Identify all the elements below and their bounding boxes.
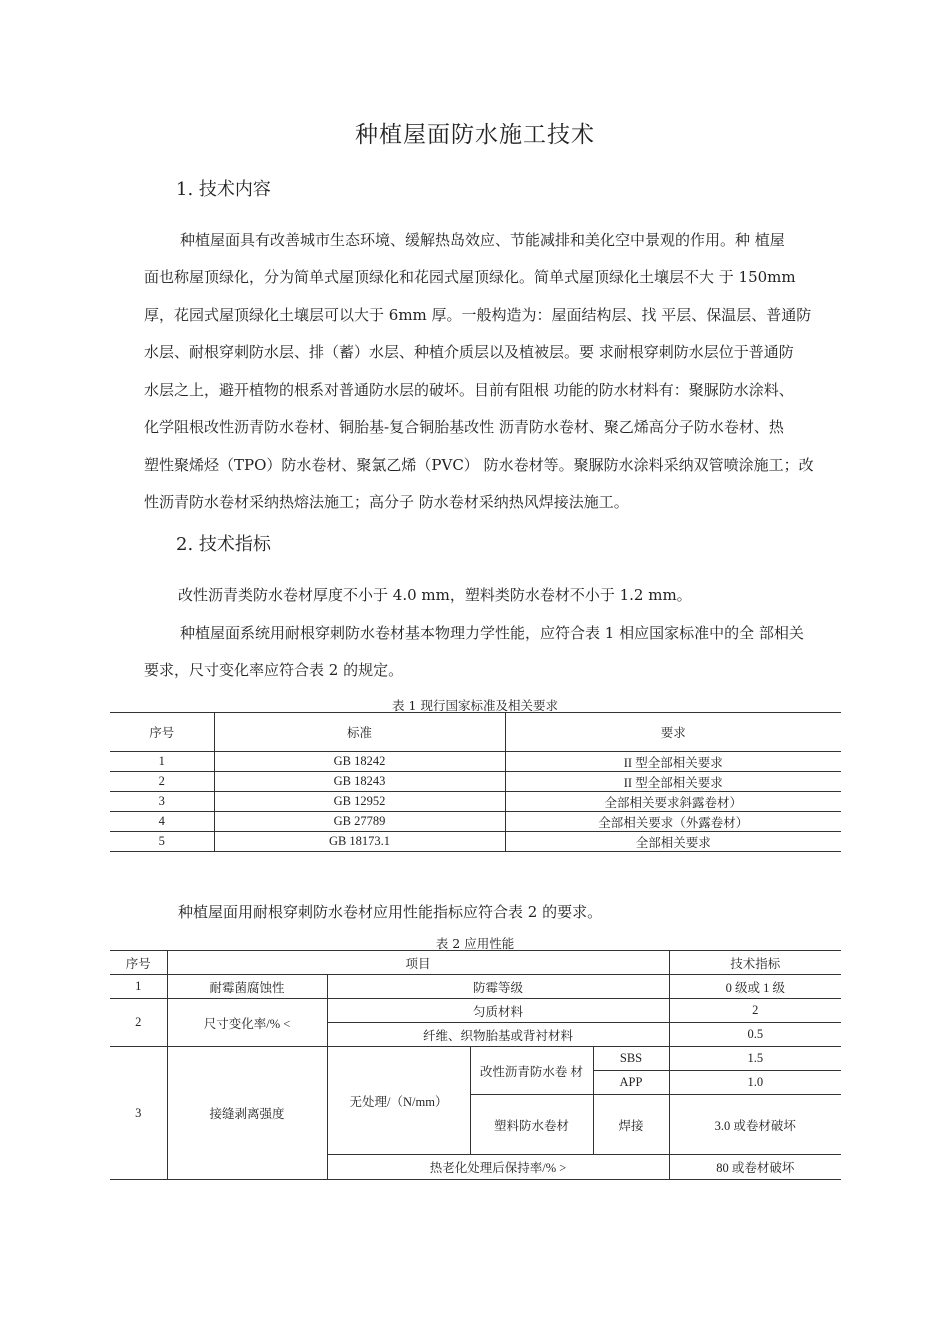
table-cell: 全部相关要求 (505, 832, 841, 852)
table-row (110, 975, 841, 999)
s1-line: 塑性聚烯烃（TPO）防水卷材、聚氯乙烯（PVC） 防水卷材等。聚脲防水涂料采纳双管喷涂施工；改 (144, 456, 814, 474)
table-cell: 4 (110, 812, 214, 832)
table-cell: GB 18242 (214, 752, 505, 772)
table-cell: 2 (669, 999, 841, 1023)
table-cell: II 型全部相关要求 (505, 752, 841, 772)
table-cell: 尺寸变化率/% < (167, 999, 327, 1047)
table-cell: GB 27789 (214, 812, 505, 832)
table-cell: 1.5 (669, 1047, 841, 1071)
table-cell: 3.0 或卷材破坏 (669, 1095, 841, 1155)
table-cell: 改性沥青防水卷 材 (470, 1047, 593, 1095)
table-row (110, 832, 841, 852)
table-cell: 焊接 (593, 1095, 669, 1155)
table-cell: 0.5 (669, 1023, 841, 1047)
table-cell: 1 (110, 752, 214, 772)
header-cell: 要求 (505, 713, 841, 752)
s1-line: 化学阻根改性沥青防水卷材、铜胎基-复合铜胎基改性 沥青防水卷材、聚乙烯高分子防水卷材、热 (144, 418, 784, 436)
header-cell: 标准 (214, 713, 505, 752)
header-cell: 项目 (167, 951, 669, 975)
table-row (110, 772, 841, 792)
table1 (110, 712, 841, 852)
table-cell: 全部相关要求（外露卷材） (505, 812, 841, 832)
table-cell: GB 18243 (214, 772, 505, 792)
table-cell: 纤维、织物胎基或背衬材料 (327, 1023, 669, 1047)
header-cell: 序号 (110, 713, 214, 752)
table-row (110, 752, 841, 772)
table-cell: 80 或卷材破坏 (669, 1155, 841, 1180)
table-header-row (110, 951, 841, 975)
table-cell: 3 (110, 1047, 167, 1180)
s2-line: 改性沥青类防水卷材厚度不小于 4.0 mm，塑料类防水卷材不小于 1.2 mm。 (178, 586, 692, 604)
s2-line: 种植屋面用耐根穿刺防水卷材应用性能指标应符合表 2 的要求。 (178, 903, 603, 921)
section1-heading: 1. 技术内容 (176, 179, 271, 200)
table-cell: SBS (593, 1047, 669, 1071)
table-cell: APP (593, 1071, 669, 1095)
s2-line: 要求，尺寸变化率应符合表 2 的规定。 (144, 661, 404, 679)
table-cell: 塑料防水卷材 (470, 1095, 593, 1155)
table-cell: GB 18173.1 (214, 832, 505, 852)
s1-line: 厚，花园式屋顶绿化土壤层可以大于 6mm 厚。一般构造为：屋面结构层、找 平层、保温层、普通防 (144, 306, 812, 324)
s1-line: 性沥青防水卷材采纳热熔法施工；高分子 防水卷材采纳热风焊接法施工。 (144, 493, 629, 511)
section2-heading: 2. 技术指标 (176, 534, 271, 555)
table-cell: 1 (110, 975, 167, 999)
table-cell: 3 (110, 792, 214, 812)
table1-caption: 表 1 现行国家标准及相关要求 (392, 698, 558, 713)
table-cell: 2 (110, 772, 214, 792)
table2-caption: 表 2 应用性能 (435, 936, 515, 951)
table-cell: 耐霉菌腐蚀性 (167, 975, 327, 999)
table-header-row (110, 713, 841, 752)
table-row (110, 1047, 841, 1071)
document-title: 种植屋面防水施工技术 (355, 122, 595, 148)
header-cell: 技术指标 (669, 951, 841, 975)
table-row (110, 792, 841, 812)
table-cell: 2 (110, 999, 167, 1047)
table-cell: II 型全部相关要求 (505, 772, 841, 792)
table-cell: 接缝剥离强度 (167, 1047, 327, 1180)
table-cell: GB 12952 (214, 792, 505, 812)
table-row (110, 999, 841, 1023)
s1-line: 水层之上，避开植物的根系对普通防水层的破坏。目前有阻根 功能的防水材料有：聚脲防水涂料、 (144, 381, 794, 399)
header-cell: 序号 (110, 951, 167, 975)
s2-line: 种植屋面系统用耐根穿刺防水卷材基本物理力学性能，应符合表 1 相应国家标准中的全 部相关 (180, 624, 804, 642)
table-cell: 0 级或 1 级 (669, 975, 841, 999)
table-cell: 防霉等级 (327, 975, 669, 999)
table-cell: 匀质材料 (327, 999, 669, 1023)
table-cell: 无处理/（N/mm） (327, 1047, 470, 1155)
s1-line: 种植屋面具有改善城市生态环境、缓解热岛效应、节能减排和美化空中景观的作用。种 植屋 (180, 231, 785, 249)
table-cell: 热老化处理后保持率/% > (327, 1155, 669, 1180)
table-cell: 全部相关要求斜露卷材） (505, 792, 841, 812)
table2 (110, 950, 841, 1180)
s1-line: 面也称屋顶绿化，分为简单式屋顶绿化和花园式屋顶绿化。简单式屋顶绿化土壤层不大 于 150mm (144, 268, 796, 286)
table-cell: 5 (110, 832, 214, 852)
table-row (110, 812, 841, 832)
table-cell: 1.0 (669, 1071, 841, 1095)
s1-line: 水层、耐根穿刺防水层、排（蓄）水层、种植介质层以及植被层。要 求耐根穿刺防水层位于普通防 (144, 343, 794, 361)
